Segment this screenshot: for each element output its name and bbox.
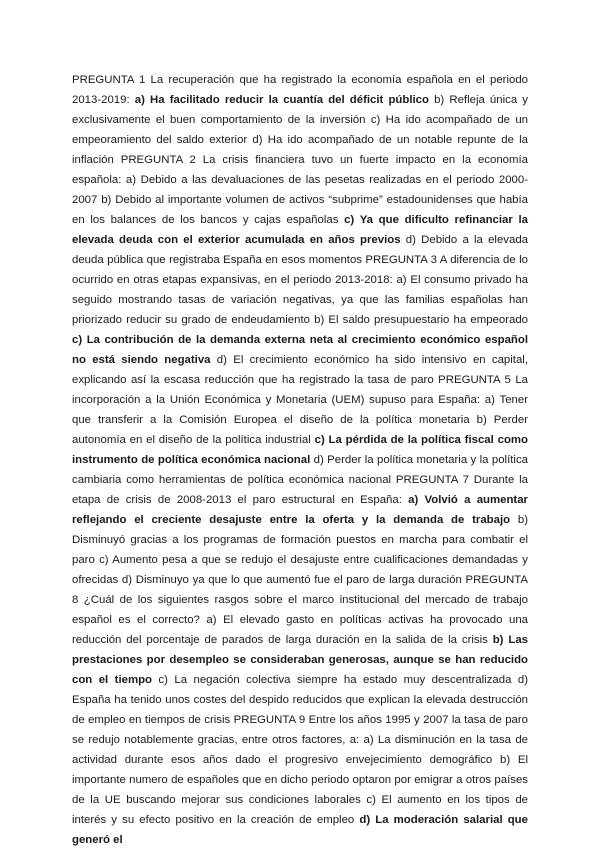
text-segment-2: b) Refleja única y exclusivamente el buen comportamiento de la inversión c) Ha ido acompañado de un empeoramiento del saldo exterior d) Ha ido acompañado de un notable repunte de la inflación PREGUNTA 2 La crisis financiera tuvo un fuerte impacto en la economía española: a) Debido a las devaluaciones de las pesetas realizadas en el periodo 2000-2007 b) Debido al importante volumen de activos “subprime” estadounidenses que había en los balances de los bancos y cajas españolas [72, 94, 528, 226]
answer-highlight-4: c) La pérdida de la política fiscal como instrumento de política económica nacional [72, 434, 528, 466]
answer-highlight-1: a) Ha facilitado reducir la cuantía del déficit público [134, 94, 429, 106]
text-segment-4: d) El crecimiento económico ha sido intensivo en capital, explicando así la escasa reducción que ha registrado la tasa de paro PREGUNTA 5 La incorporación a la Unión Económica y Monetaria (UEM) supuso para España: a) Tener que transferir a la Comisión Europea el diseño de la política monetaria b) Perder autonomía en el diseño de la política industrial [72, 354, 528, 446]
text-segment-6: b) Disminuyó gracias a los programas de formación puestos en marcha para combatir el paro c) Aumento pesa a que se redujo el desajuste entre cualificaciones demandadas y ofrecidas d) Disminuyo ya que lo que aumentó fue el paro de larga duración PREGUNTA 8 ¿Cuál de los siguientes rasgos sobre el marco institucional del mercado de trabajo español es el correcto? a) El elevado gasto en políticas activas ha provocado una reducción del porcentaje de parados de larga duración en la salida de la crisis [72, 514, 528, 646]
answer-highlight-5: a) Volvió a aumentar reflejando el creciente desajuste entre la oferta y la demanda de trabajo [72, 494, 528, 526]
text-segment-3: d) Debido a la elevada deuda pública que registraba España en esos momentos PREGUNTA 3 A diferencia de lo ocurrido en otras etapas expansivas, en el periodo 2013-2018: a) El consumo privado ha seguido mostrando tasas de variación negativas, ya que las familias españolas han priorizado reducir su grado de endeudamiento b) El saldo presupuestario ha empeorado [72, 234, 528, 326]
answer-highlight-3: c) La contribución de la demanda externa neta al crecimiento económico español no está siendo negativa [72, 334, 528, 366]
answer-highlight-6: b) Las prestaciones por desempleo se consideraban generosas, aunque se han reducido con el tiempo [72, 634, 528, 686]
text-segment-5: d) Perder la política monetaria y la política cambiaria como herramientas de política económica nacional PREGUNTA 7 Durante la etapa de crisis de 2008-2013 el paro estructural en España: [72, 454, 528, 506]
text-segment-7: c) La negación colectiva siempre ha estado muy descentralizada d) España ha tenido unos costes del despido reducidos que explican la elevada destrucción de empleo en tiempos de crisis PREGUNTA 9 Entre los años 1995 y 2007 la tasa de paro se redujo notablemente gracias, entre otros factores, a: a) La disminución en la tasa de actividad durante esos años dado el progresivo envejecimiento demográfico b) El importante numero de españoles que en dicho periodo optaron por emigrar a otros países de la UE buscando mejorar sus condiciones laborales c) El aumento en los tipos de interés y su efecto positivo en la creación de empleo [72, 674, 528, 826]
document-body [72, 70, 528, 850]
text-segment-1: PREGUNTA 1 La recuperación que ha registrado la economía española en el periodo 2013-2019: [72, 74, 528, 106]
answer-highlight-7: d) La moderación salarial que generó el [72, 814, 528, 846]
answer-highlight-2: c) Ya que dificulto refinanciar la elevada deuda con el exterior acumulada en años previos [72, 214, 528, 246]
